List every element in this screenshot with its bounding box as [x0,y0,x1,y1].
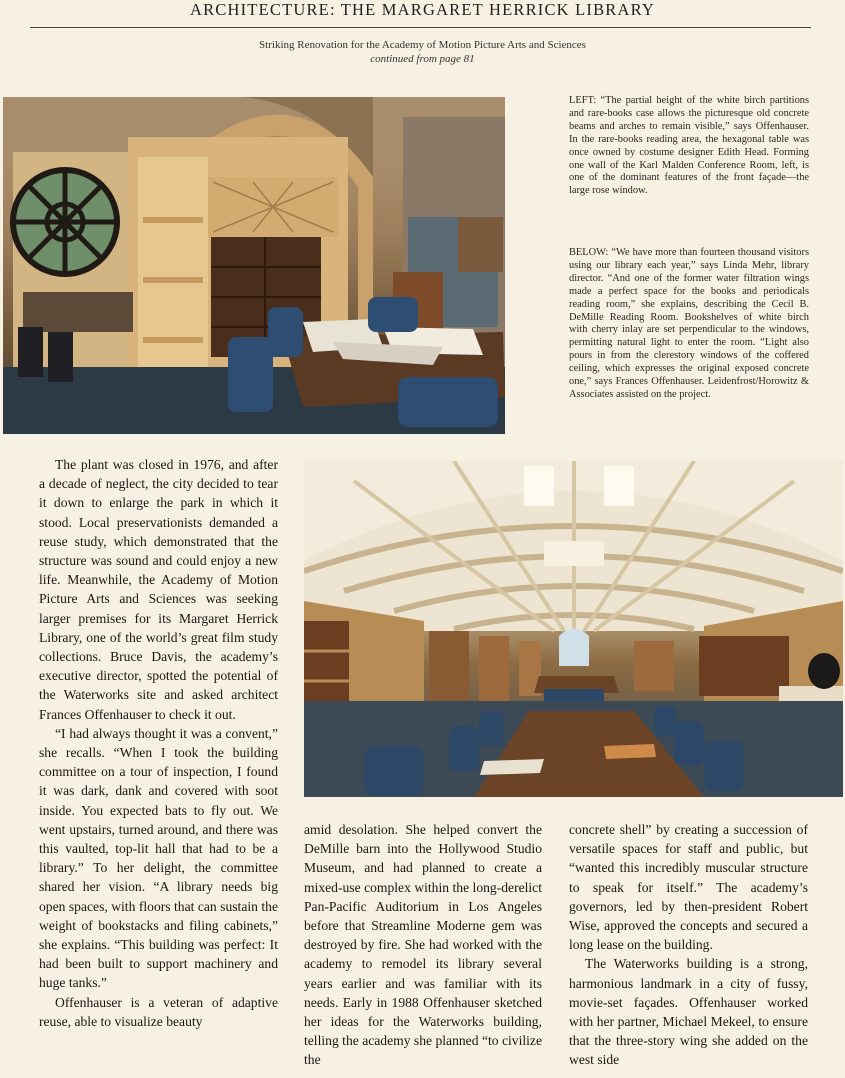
body-paragraph: Offenhauser is a veteran of adaptive reuse, able to visualize beauty [39,994,278,1029]
photo-demille-reading-room [304,461,843,797]
body-paragraph: “I had always thought it was a convent,” she recalls. “When I took the building committee on a tour of inspection, I found it was dark, dank and covered with soot inside. You expected bats to fly out. We went upstairs, turned around, and there was this vaulted, top-lit hall that had to be a library.” To her delight, the committee shared her vision. “A library needs big open spaces, with floors that can sustain the weight of bookstacks and filing cabinets,” she explains. “This building was perfect: It had been built to support machinery and huge tanks.” [39,725,278,991]
article-subtitle [0,38,845,66]
running-head: ARCHITECTURE: THE MARGARET HERRICK LIBRARY [189,0,656,19]
photo-rare-books-room [3,97,505,434]
body-paragraph: amid desolation. She helped convert the DeMille barn into the Hollywood Studio Museum, and had planned to create a mixed-use complex within the long-derelict Pan-Pacific Auditorium in Los Angeles before that Streamline Moderne gem was destroyed by fire. She had worked with the academy to remodel its library several years earlier and was familiar with its needs. Early in 1988 Offenhauser sketched her ideas for the Waterworks building, telling the academy she planned “to civilize the [304,822,542,1068]
body-paragraph: The plant was closed in 1976, and after a decade of neglect, the city decided to tear it down to enlarge the park in which it stood. Local preservationists demanded a reuse study, which demonstrated that the structure was sound and could enjoy a new life. Meanwhile, the Academy of Motion Picture Arts and Sciences was seeking larger premises for its Margaret Herrick Library, one of the world’s great film study collections. Bruce Davis, the academy’s executive director, spotted the potential of the Waterworks site and asked architect Frances Offenhauser to check it out. [39,457,278,722]
body-column-2 [304,820,542,1070]
body-column-3 [569,820,808,1070]
page-header [0,0,845,28]
caption-left: LEFT: “The partial height of the white birch partitions and rare-books case allows the picturesque old concrete beams and arches to remain visible,” says Offenhauser. In the rare-books reading area, the hexagonal table was once owned by costume designer Edith Head. Forming one wall of the Karl Malden Conference Room, left, is one of the dominant features of the front façade—the large rose window. [569,95,809,197]
caption-below: BELOW: “We have more than fourteen thousand visitors using our library each year,” says Linda Mehr, library director. “And one of the former water filtration wings made a perfect space for the books and periodicals reading room,” she explains, describing the Cecil B. DeMille Reading Room. Bookshelves of white birch with cherry inlay are set perpendicular to the windows, permitting natural light to enter the room. “Light also pours in from the clerestory windows of the coffered ceiling, which expresses the original exposed concrete one,” says Frances Offenhauser. Leidenfrost/Horowitz & Associates assisted on the project. [569,247,809,400]
continued-note: continued from page 81 [370,53,475,65]
rare-books-room-illustration [3,97,505,434]
reading-room-illustration [304,461,843,797]
body-paragraph: The Waterworks building is a strong, harmonious landmark in a city of fussy, movie-set façades. Offenhauser worked with her partner, Michael Mekeel, to ensure that the three-story wing she added on the west side [569,956,808,1068]
header-rule [30,27,811,28]
subtitle-text: Striking Renovation for the Academy of Motion Picture Arts and Sciences [259,39,586,51]
body-column-1 [39,455,278,1031]
body-paragraph: concrete shell” by creating a succession of versatile spaces for staff and public, but “wanted this incredibly muscular structure to speak for itself.” The academy’s governors, led by then-president Robert Wise, approved the concepts and secured a long lease on the building. [569,822,808,953]
